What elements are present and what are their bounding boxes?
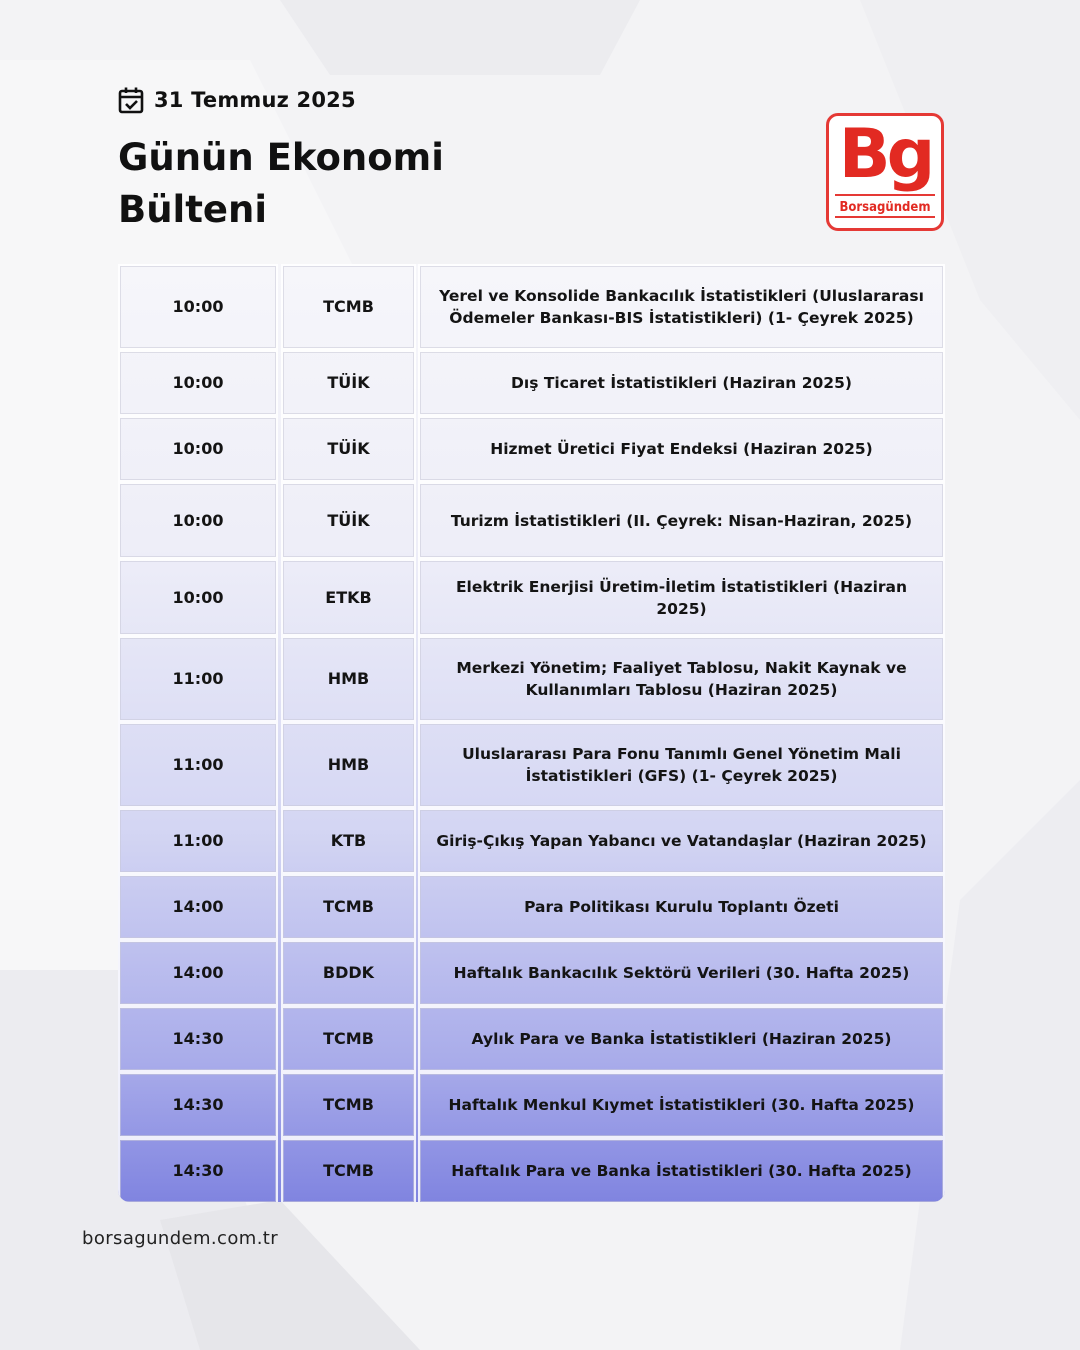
page-title: Günün Ekonomi Bülteni — [118, 136, 444, 231]
table-row — [118, 482, 945, 559]
time-cell: 10:00 — [118, 416, 278, 482]
time-cell: 10:00 — [118, 482, 278, 559]
time-cell: 14:00 — [118, 940, 278, 1006]
table-row — [118, 940, 945, 1006]
table-row — [118, 636, 945, 722]
institution-cell: TCMB — [281, 1006, 416, 1072]
event-cell: Hizmet Üretici Fiyat Endeksi (Haziran 2025) — [418, 416, 945, 482]
institution-cell: KTB — [281, 808, 416, 874]
event-cell: Uluslararası Para Fonu Tanımlı Genel Yönetim Mali İstatistikleri (GFS) (1- Çeyrek 2025) — [418, 722, 945, 808]
event-cell: Turizm İstatistikleri (II. Çeyrek: Nisan-Haziran, 2025) — [418, 482, 945, 559]
table-row — [118, 1138, 945, 1202]
schedule-table — [118, 264, 945, 1202]
institution-cell: TÜİK — [281, 416, 416, 482]
time-cell: 10:00 — [118, 559, 278, 636]
institution-cell: TÜİK — [281, 482, 416, 559]
table-row — [118, 559, 945, 636]
event-cell: Aylık Para ve Banka İstatistikleri (Haziran 2025) — [418, 1006, 945, 1072]
event-cell: Haftalık Para ve Banka İstatistikleri (30. Hafta 2025) — [418, 1138, 945, 1202]
footer-site: borsagundem.com.tr — [82, 1228, 279, 1249]
event-cell: Yerel ve Konsolide Bankacılık İstatistikleri (Uluslararası Ödemeler Bankası-BIS İstatistikleri) (1- Çeyrek 2025) — [418, 264, 945, 350]
institution-cell: TÜİK — [281, 350, 416, 416]
institution-cell: TCMB — [281, 874, 416, 940]
calendar-check-icon — [118, 86, 144, 114]
table-row — [118, 416, 945, 482]
event-cell: Para Politikası Kurulu Toplantı Özeti — [418, 874, 945, 940]
table-row — [118, 874, 945, 940]
time-cell: 11:00 — [118, 722, 278, 808]
time-cell: 14:30 — [118, 1072, 278, 1138]
time-cell: 11:00 — [118, 636, 278, 722]
logo-mark: Bg — [838, 115, 932, 194]
time-cell: 14:00 — [118, 874, 278, 940]
table-row — [118, 808, 945, 874]
institution-cell: BDDK — [281, 940, 416, 1006]
time-cell: 10:00 — [118, 264, 278, 350]
table-row — [118, 264, 945, 350]
table-row — [118, 350, 945, 416]
date-row — [118, 86, 356, 114]
institution-cell: TCMB — [281, 264, 416, 350]
date-text: 31 Temmuz 2025 — [154, 88, 356, 112]
institution-cell: TCMB — [281, 1072, 416, 1138]
institution-cell: HMB — [281, 722, 416, 808]
institution-cell: TCMB — [281, 1138, 416, 1202]
institution-cell: HMB — [281, 636, 416, 722]
time-cell: 10:00 — [118, 350, 278, 416]
table-row — [118, 1006, 945, 1072]
time-cell: 11:00 — [118, 808, 278, 874]
logo-band — [835, 194, 935, 218]
time-cell: 14:30 — [118, 1006, 278, 1072]
event-cell: Merkezi Yönetim; Faaliyet Tablosu, Nakit Kaynak ve Kullanımları Tablosu (Haziran 2025) — [418, 636, 945, 722]
event-cell: Haftalık Menkul Kıymet İstatistikleri (30. Hafta 2025) — [418, 1072, 945, 1138]
event-cell: Haftalık Bankacılık Sektörü Verileri (30. Hafta 2025) — [418, 940, 945, 1006]
event-cell: Elektrik Enerjisi Üretim-İletim İstatistikleri (Haziran 2025) — [418, 559, 945, 636]
institution-cell: ETKB — [281, 559, 416, 636]
time-cell: 14:30 — [118, 1138, 278, 1202]
logo-name: Borsagündem — [839, 200, 931, 215]
event-cell: Dış Ticaret İstatistikleri (Haziran 2025) — [418, 350, 945, 416]
borsagundem-logo — [826, 113, 944, 231]
event-cell: Giriş-Çıkış Yapan Yabancı ve Vatandaşlar (Haziran 2025) — [418, 808, 945, 874]
table-row — [118, 1072, 945, 1138]
table-row — [118, 722, 945, 808]
